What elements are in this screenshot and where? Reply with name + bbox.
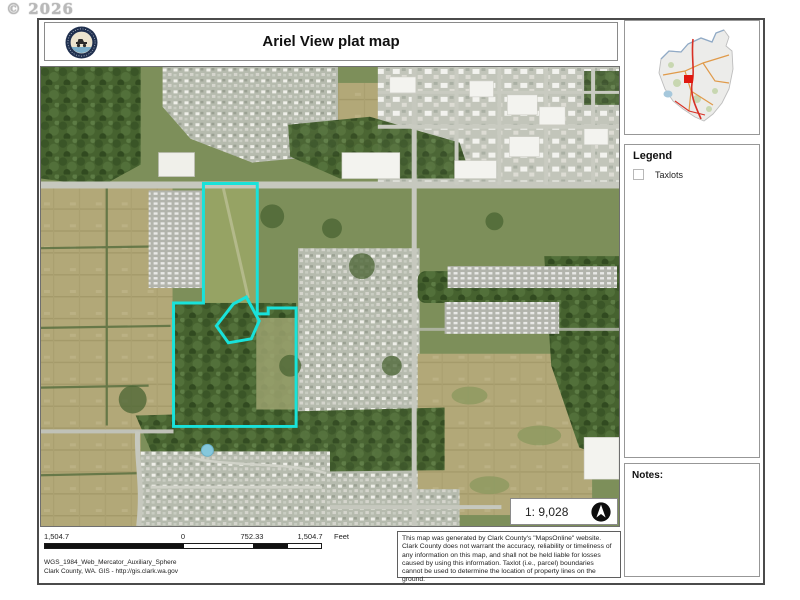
pond (201, 444, 213, 456)
scalebar-label-left: 1,504.7 (44, 532, 70, 541)
projection-line1: WGS_1984_Web_Mercator_Auxiliary_Sphere (44, 559, 177, 566)
scale-ratio: 1: 9,028 (525, 505, 569, 519)
forest-area (41, 67, 141, 186)
scalebar-label-mid: 752.33 (240, 532, 264, 541)
scale-ratio-box (510, 498, 618, 525)
parcel-field (203, 183, 257, 302)
scalebar-unit: Feet (334, 532, 350, 541)
legend-item-taxlots (633, 169, 683, 180)
north-arrow-icon (590, 501, 612, 523)
copyright-watermark: © 2026 (6, 0, 74, 18)
page-title: Ariel View plat map (262, 33, 400, 50)
aerial-map-viewport (40, 66, 620, 527)
location-marker (684, 75, 693, 83)
county-locator-map (625, 21, 759, 134)
disclaimer-text: This map was generated by Clark County's "MapsOnline" website. Clark County does not warrant the accuracy, reliability or timeliness of any information on this map, and shall not be held liable for losses caused by using this information. Taxlot (i.e., parcel) boundaries cannot be used to determine the location of property lines on the ground. (402, 535, 612, 584)
projection-line2: Clark County, WA. GIS - http://gis.clark.wa.gov (44, 568, 179, 575)
disclaimer-box (397, 531, 621, 584)
aerial-imagery (41, 67, 619, 526)
legend-item-label: Taxlots (655, 169, 684, 180)
legend-title: Legend (633, 150, 673, 162)
lake (664, 91, 673, 98)
legend-panel (624, 144, 760, 458)
county-locator-panel (624, 20, 760, 135)
projection-info (44, 558, 178, 576)
scalebar-label-right: 1,504.7 (297, 532, 323, 541)
notes-label: Notes: (632, 470, 664, 481)
taxlots-swatch-icon (633, 169, 644, 180)
scalebar-label-zero: 0 (180, 532, 186, 541)
scalebar-bar (44, 543, 322, 549)
map-title-bar (44, 22, 618, 61)
notes-panel (624, 463, 760, 577)
